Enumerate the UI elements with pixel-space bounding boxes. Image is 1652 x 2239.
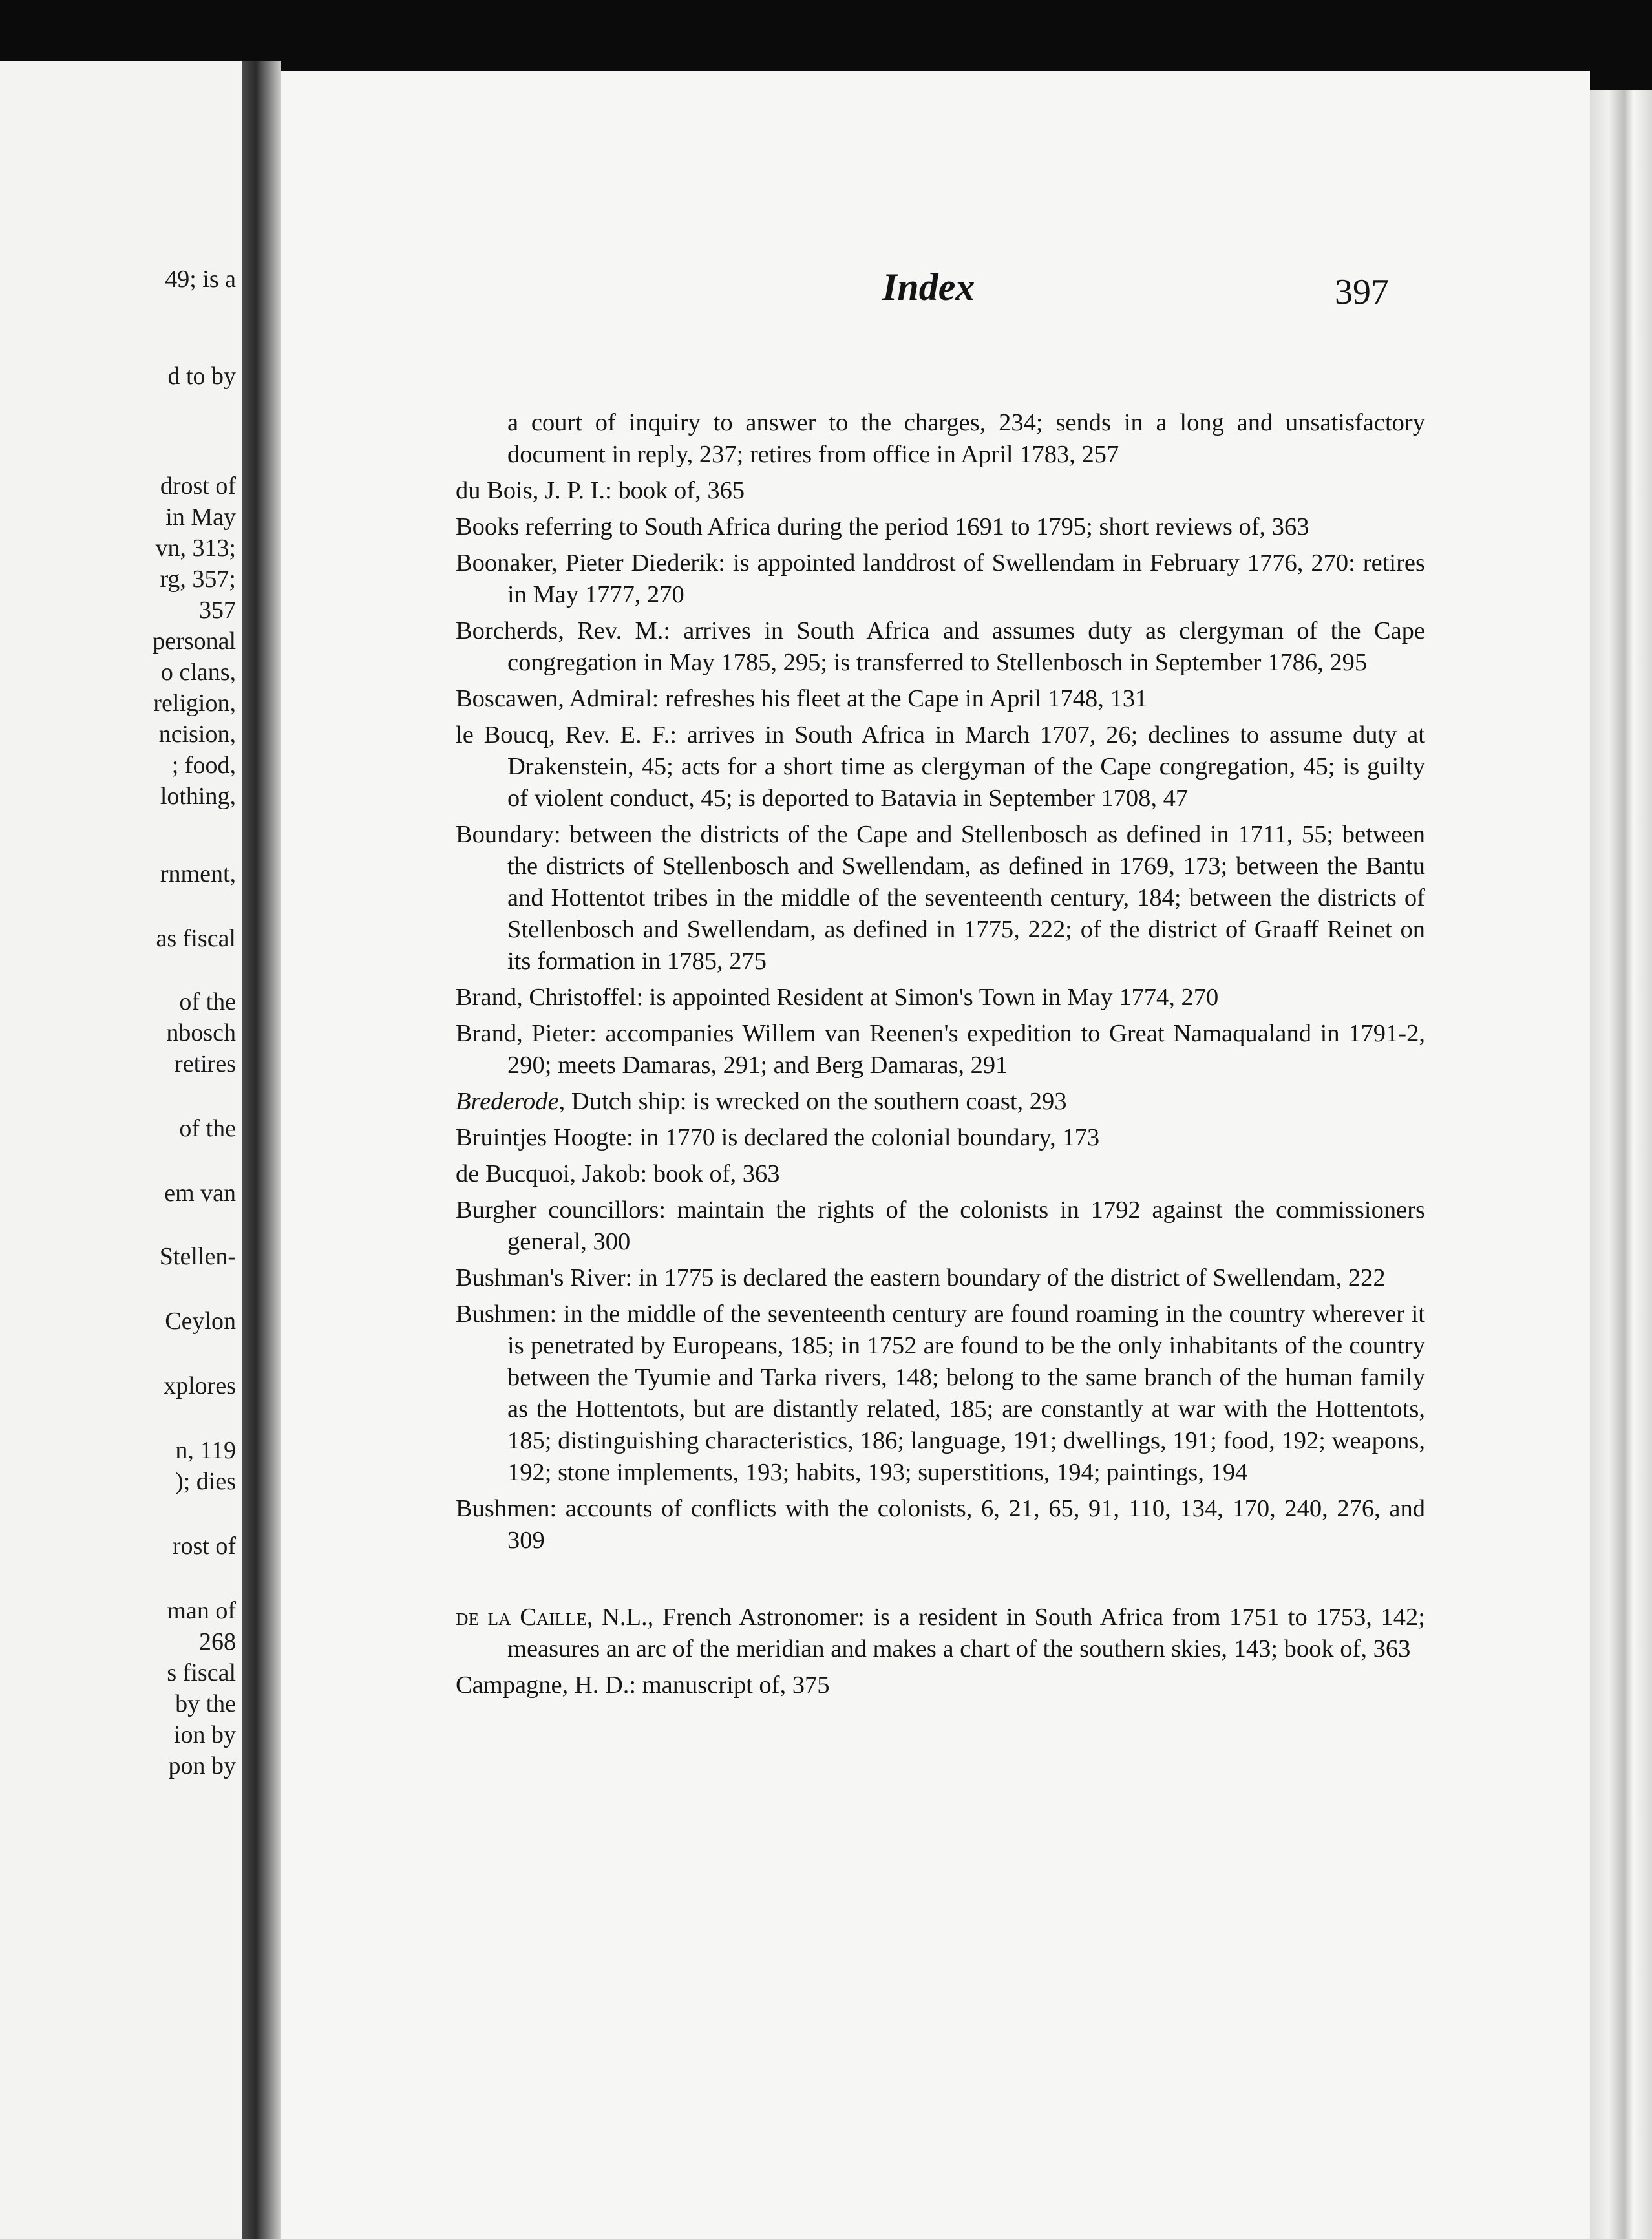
page-edges bbox=[1590, 90, 1652, 2239]
left-page-line: of the bbox=[179, 988, 236, 1015]
running-head bbox=[281, 265, 1590, 317]
index-entry-de-bucquoi bbox=[456, 1158, 1425, 1190]
entry-headword: Campagne, H. D. bbox=[456, 1671, 630, 1699]
left-page-line: ncision, bbox=[158, 721, 236, 748]
entry-text: : in 1770 is declared the colonial boundary, 173 bbox=[626, 1124, 1100, 1151]
left-page-line: em van bbox=[164, 1180, 236, 1207]
index-entry-brand-christoffel bbox=[456, 982, 1425, 1013]
left-page-line: Ceylon bbox=[165, 1308, 236, 1335]
entry-headword: Brand, Pieter bbox=[456, 1020, 590, 1047]
entry-text: : in the middle of the seventeenth century are found roaming in the country wherever it is penetrated by Europeans, 185; in 1752 are found to be the only inhabitants of the country between the Tyumie and Tarka rivers, 148; belong to the same branch of the human family as the Hottentots, but are distantly related, 185; are constantly at war with the Hottentots, 185; distinguishing characteristics, 186; language, 191; dwellings, 191; food, 192; weapons, 192; stone implements, 193; habits, 193; superstitions, 194; paintings, 194 bbox=[507, 1300, 1425, 1486]
index-entry-bushmen-2 bbox=[456, 1493, 1425, 1556]
entry-text: a court of inquiry to answer to the charges, 234; sends in a long and unsatisfactory document in reply, 237; retires from office in April 1783, 257 bbox=[507, 409, 1425, 468]
left-page-line: in May bbox=[165, 504, 236, 531]
index-entry-books bbox=[456, 511, 1425, 543]
left-page-line: drost of bbox=[160, 472, 236, 500]
left-page-line: ion by bbox=[173, 1721, 236, 1748]
entry-headword: Books bbox=[456, 513, 520, 540]
index-entry-bushmen-1 bbox=[456, 1299, 1425, 1489]
index-entry-bruintjes bbox=[456, 1122, 1425, 1154]
entry-headword: Boundary bbox=[456, 821, 554, 848]
entry-headword: Boscawen, Admiral bbox=[456, 685, 652, 712]
index-entries bbox=[456, 407, 1425, 1706]
left-page-line: vn, 313; bbox=[155, 535, 236, 562]
index-entry-du-bois bbox=[456, 475, 1425, 507]
index-entry-campagne bbox=[456, 1670, 1425, 1701]
left-page-line: ); dies bbox=[175, 1468, 236, 1495]
entry-text: , N.L., French Astronomer: is a resident in South Africa from 1751 to 1753, 142; measures an arc of the meridian and makes a chart of the southern skies, 143; book of, 363 bbox=[507, 1604, 1425, 1662]
index-entry-de-la-caille bbox=[456, 1602, 1425, 1665]
left-page-line: retires bbox=[175, 1050, 236, 1077]
entry-headword: le Boucq, Rev. E. F. bbox=[456, 721, 670, 748]
previous-page bbox=[0, 61, 242, 2239]
left-page-line: 357 bbox=[199, 597, 236, 624]
entry-headword: Burgher councillors bbox=[456, 1196, 659, 1224]
left-page-line: pon by bbox=[168, 1752, 236, 1779]
left-page-line: as fiscal bbox=[156, 925, 236, 952]
index-entry-brand-pieter bbox=[456, 1018, 1425, 1081]
entry-text: : maintain the rights of the colonists in 1792 against the commissioners general, 300 bbox=[507, 1196, 1425, 1255]
left-page-line: nbosch bbox=[166, 1019, 236, 1046]
entry-headword: Brederode bbox=[456, 1088, 559, 1115]
entry-headword: Bruintjes Hoogte bbox=[456, 1124, 627, 1151]
left-page-line: o clans, bbox=[160, 659, 236, 686]
left-page-line: ; food, bbox=[171, 752, 236, 779]
entry-text: : book of, 363 bbox=[640, 1160, 780, 1187]
left-page-line: xplores bbox=[164, 1372, 236, 1399]
left-page-line: man of bbox=[167, 1597, 236, 1624]
index-page bbox=[281, 71, 1590, 2239]
index-entry-boundary bbox=[456, 819, 1425, 977]
index-entry-borcherds bbox=[456, 615, 1425, 679]
entry-text: : is appointed Resident at Simon's Town in May 1774, 270 bbox=[636, 984, 1219, 1011]
entry-headword: Bushmen bbox=[456, 1300, 550, 1328]
entry-text: : refreshes his fleet at the Cape in April 1748, 131 bbox=[651, 685, 1148, 712]
left-page-line: religion, bbox=[153, 690, 236, 717]
entry-text: : manuscript of, 375 bbox=[629, 1671, 830, 1699]
index-entry-boonaker bbox=[456, 547, 1425, 611]
entry-headword: Bushman's River bbox=[456, 1264, 626, 1291]
index-entry-bushmans-river bbox=[456, 1262, 1425, 1294]
book-gutter bbox=[242, 61, 281, 2239]
left-page-line: rnment, bbox=[160, 860, 236, 887]
entry-headword: de Bucquoi, Jakob bbox=[456, 1160, 641, 1187]
entry-headword: Boonaker, Pieter Diederik bbox=[456, 549, 719, 577]
entry-text: : arrives in South Africa in March 1707, 26; declines to assume duty at Drakenstein, 45; acts for a short time as clergyman of the Cape congregation, 45; is guilty of violent conduct, 45; is deported to Batavia in September 1708, 47 bbox=[507, 721, 1425, 812]
entry-text: : book of, 365 bbox=[605, 477, 745, 504]
left-page-line: 49; is a bbox=[165, 266, 236, 293]
left-page-line: s fiscal bbox=[167, 1659, 236, 1686]
entry-headword: Brand, Christoffel bbox=[456, 984, 637, 1011]
entry-headword: Borcherds, Rev. M. bbox=[456, 617, 664, 644]
entry-text: : accompanies Willem van Reenen's expedition to Great Namaqualand in 1791-2, 290; meets Damaras, 291; and Berg Damaras, 291 bbox=[507, 1020, 1425, 1079]
left-page-line: rg, 357; bbox=[160, 566, 236, 593]
entry-headword: de la Caille bbox=[456, 1604, 587, 1631]
entry-text: : between the districts of the Cape and Stellenbosch as defined in 1711, 55; between the districts of Stellenbosch and Swellendam, as defined in 1769, 173; between the Bantu and Hottentot tribes in the middle of the seventeenth century, 184; between the districts of Stellenbosch and Swellendam, as defined in 1775, 222; of the district of Graaff Reinet on its formation in 1785, 275 bbox=[507, 821, 1425, 975]
entry-text: , Dutch ship: is wrecked on the southern coast, 293 bbox=[558, 1088, 1067, 1115]
index-entry-le-boucq bbox=[456, 719, 1425, 814]
page-title: Index bbox=[882, 266, 975, 308]
left-page-line: personal bbox=[153, 628, 236, 655]
page-number: 397 bbox=[1335, 272, 1389, 312]
entry-text: referring to South Africa during the period 1691 to 1795; short reviews of, 363 bbox=[519, 513, 1309, 540]
entry-text: : is appointed landdrost of Swellendam in February 1776, 270: retires in May 1777, 270 bbox=[507, 549, 1425, 608]
left-page-line: by the bbox=[175, 1690, 236, 1717]
left-page-line: n, 119 bbox=[175, 1437, 236, 1464]
index-entry-burgher bbox=[456, 1194, 1425, 1258]
entry-text: : arrives in South Africa and assumes duty as clergyman of the Cape congregation in May 1785, 295; is transferred to Stellenbosch in September 1786, 295 bbox=[507, 617, 1425, 676]
left-page-line: d to by bbox=[167, 363, 236, 390]
entry-text: : in 1775 is declared the eastern boundary of the district of Swellendam, 222 bbox=[625, 1264, 1386, 1291]
left-page-line: 268 bbox=[199, 1628, 236, 1655]
entry-text: : accounts of conflicts with the colonists, 6, 21, 65, 91, 110, 134, 170, 240, 276, and 309 bbox=[507, 1495, 1425, 1554]
left-page-line: of the bbox=[179, 1115, 236, 1142]
index-entry-boscawen bbox=[456, 683, 1425, 715]
entry-headword: Bushmen bbox=[456, 1495, 550, 1522]
left-page-line: lothing, bbox=[160, 783, 236, 810]
index-entry-brederode bbox=[456, 1086, 1425, 1118]
left-page-line: rost of bbox=[172, 1533, 236, 1560]
entry-headword: du Bois, J. P. I. bbox=[456, 477, 606, 504]
left-page-line: Stellen- bbox=[159, 1243, 236, 1270]
index-entry-cont-top bbox=[456, 407, 1425, 471]
